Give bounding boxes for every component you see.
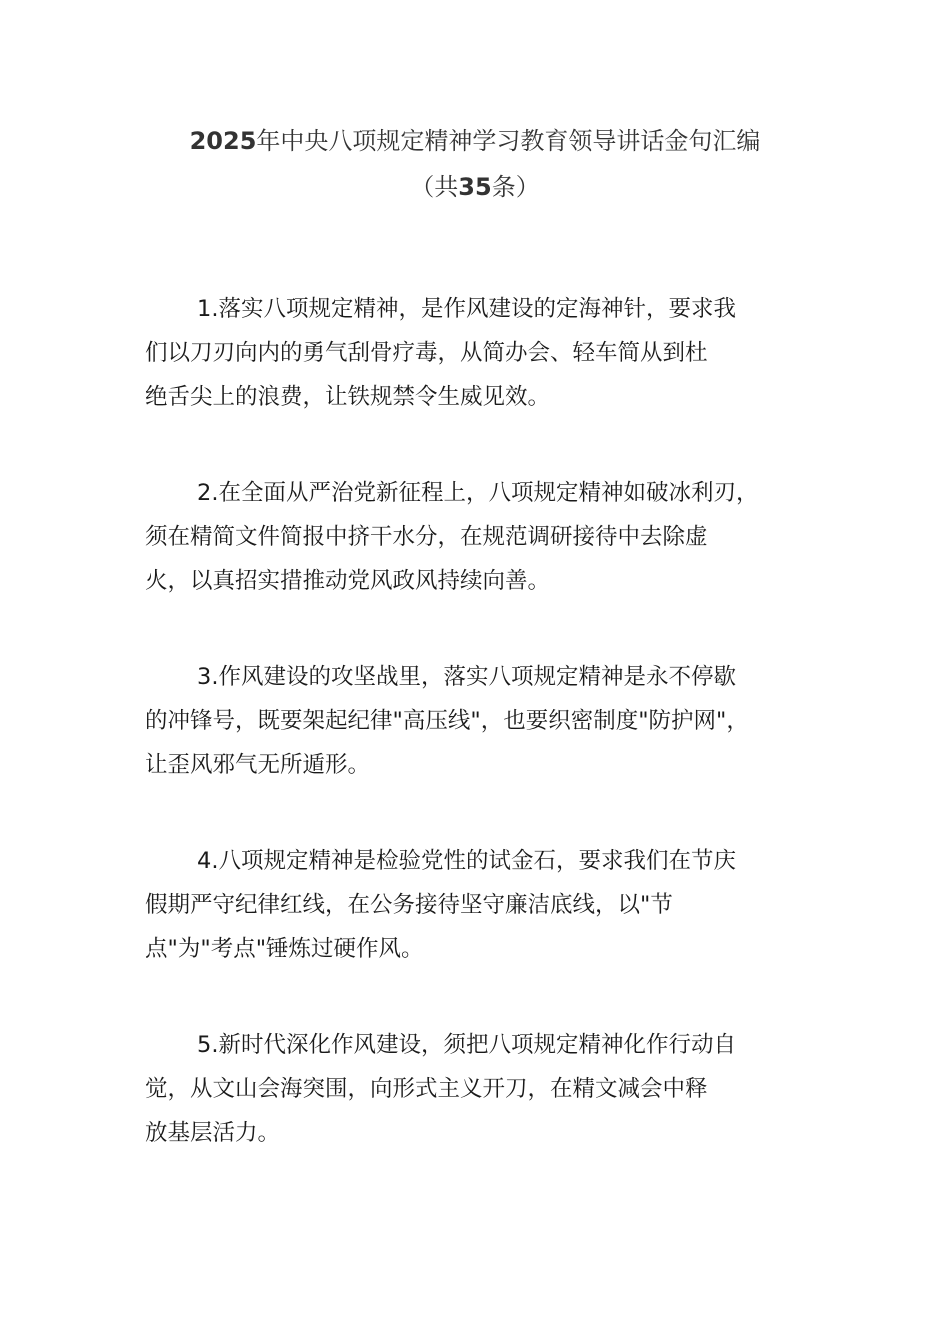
quote-item-4 [145,839,835,971]
quote-line: 须在精简文件简报中挤干水分，在规范调研接待中去除虚 [145,524,708,550]
quote-line: 们以刀刃向内的勇气刮骨疗毒，从简办会、轻车简从到杜 [145,340,708,366]
quote-line: 绝舌尖上的浪费，让铁规禁令生威见效。 [145,384,551,410]
quote-line: 放基层活力。 [145,1120,281,1146]
quote-line: 5.新时代深化作风建设，须把八项规定精神化作行动自 [197,1032,736,1058]
quote-item-5 [145,1023,835,1155]
title-year: 2025 [189,127,257,155]
quote-line: 火，以真招实措推动党风政风持续向善。 [145,568,551,594]
quote-item-2 [145,471,835,603]
subtitle-count: 35 [458,173,492,201]
quote-line: 觉，从文山会海突围，向形式主义开刀，在精文减会中释 [145,1076,708,1102]
quote-list [145,287,835,1207]
quote-item-1 [145,287,835,419]
quote-item-3 [145,655,835,787]
quote-line: 3.作风建设的攻坚战里，落实八项规定精神是永不停歇 [197,664,736,690]
subtitle-open: （共 [410,173,459,201]
subtitle-close: 条） [491,173,540,201]
quote-line: 假期严守纪律红线，在公务接待坚守廉洁底线，以"节 [145,892,673,918]
quote-line: 让歪风邪气无所遁形。 [145,752,371,778]
title-subtitle-line [0,164,950,210]
quote-line: 4.八项规定精神是检验党性的试金石，要求我们在节庆 [197,848,736,874]
quote-line: 2.在全面从严治党新征程上，八项规定精神如破冰利刃， [197,480,759,506]
quote-line: 的冲锋号，既要架起纪律"高压线"，也要织密制度"防护网"， [145,708,749,734]
quote-line: 点"为"考点"锤炼过硬作风。 [145,936,424,962]
title-main-line [0,118,950,164]
title-text: 年中央八项规定精神学习教育领导讲话金句汇编 [256,127,761,155]
document-title [0,118,950,210]
quote-line: 1.落实八项规定精神，是作风建设的定海神针，要求我 [197,296,736,322]
